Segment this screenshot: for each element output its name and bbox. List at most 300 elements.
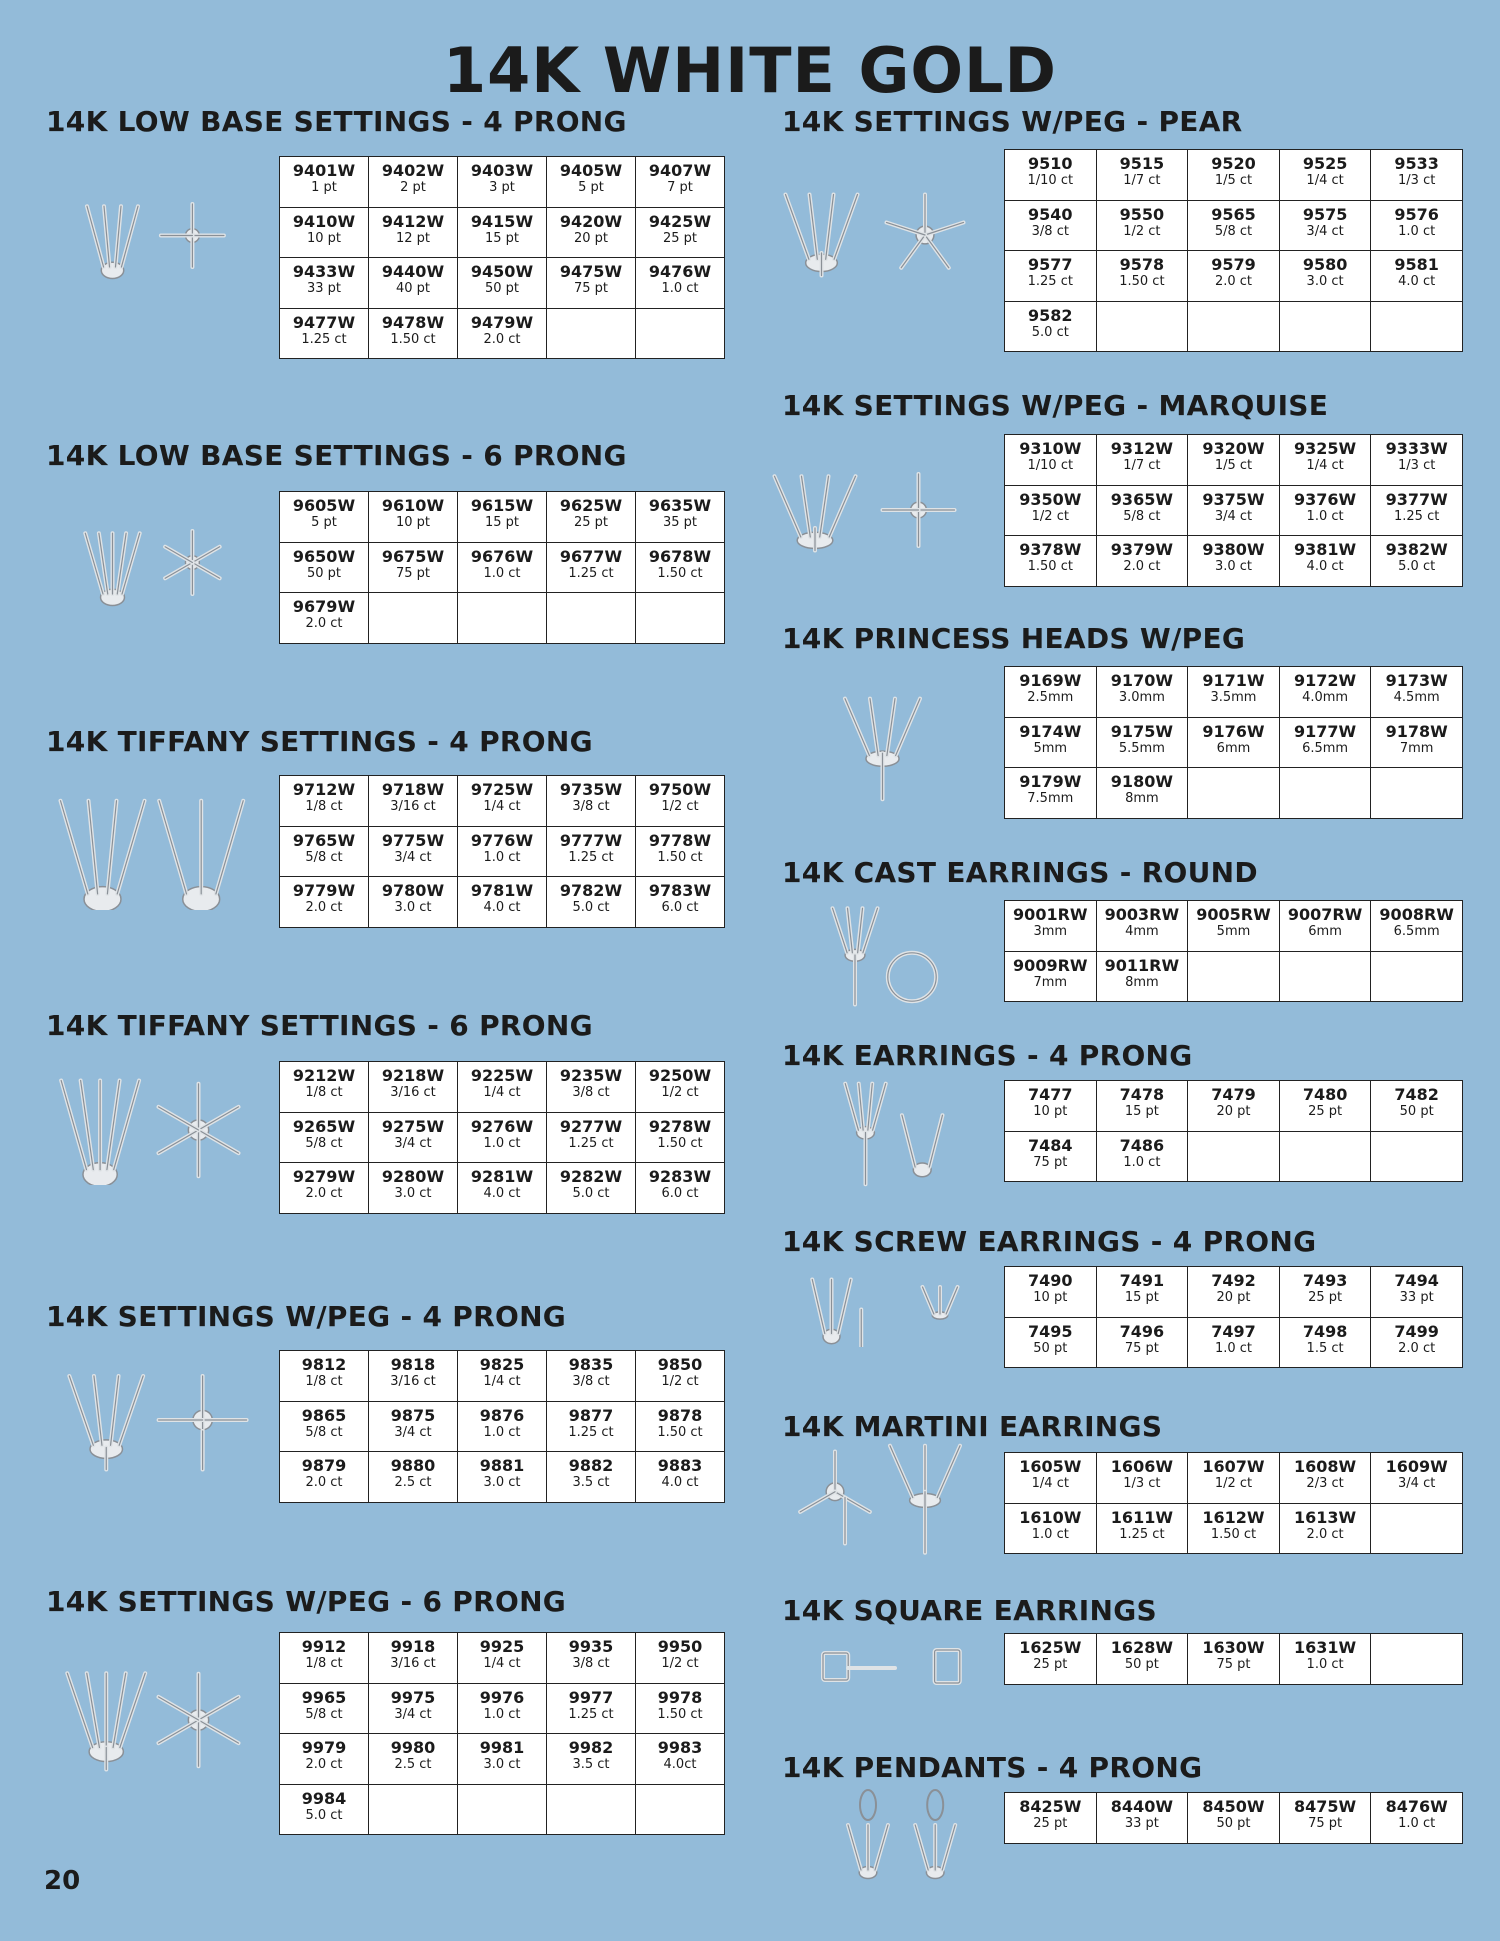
item-size: 3.0 ct [394, 900, 432, 915]
item-size: 1/4 ct [483, 1085, 521, 1100]
item-code: 7496 [1119, 1321, 1165, 1341]
item-cell [280, 1351, 369, 1402]
item-cell [1279, 717, 1371, 768]
item-code: 9712W [292, 780, 356, 799]
section-title: 14K EARRINGS - 4 PRONG [782, 1039, 1193, 1072]
item-size: 5.0 ct [572, 900, 610, 915]
item-cell [1096, 667, 1188, 718]
item-code: 9718W [381, 780, 445, 799]
item-cell [1371, 150, 1463, 201]
grid-row [1005, 435, 1463, 486]
item-size: 5mm [1033, 740, 1068, 756]
item-size: 5 pt [311, 515, 337, 530]
item-cell [1005, 768, 1097, 819]
item-size: 5/8 ct [305, 849, 343, 865]
item-size: 33 pt [306, 281, 342, 296]
item-code: 9325W [1293, 439, 1357, 458]
item-size: 1 pt [311, 180, 337, 195]
item-size: 1/2 ct [1031, 508, 1069, 524]
grid-row [1005, 768, 1463, 819]
item-code: 9777W [559, 830, 623, 850]
item-cell [1279, 1081, 1371, 1132]
item-cell [1005, 1131, 1097, 1182]
item-size: 5.0 ct [1031, 324, 1069, 340]
empty-cell [1279, 951, 1371, 1002]
item-code: 1630W [1202, 1638, 1265, 1657]
item-cell [547, 826, 636, 877]
item-cell [369, 258, 458, 309]
item-grid [1004, 1080, 1463, 1182]
item-size: 5.0 ct [1398, 559, 1436, 574]
item-code: 9677W [559, 546, 623, 566]
item-code: 9410W [292, 211, 356, 231]
item-code: 9981 [479, 1738, 525, 1757]
item-size: 1.50 ct [657, 1706, 703, 1722]
cast-round-earrings-photo [810, 900, 960, 1014]
item-code: 9581 [1394, 255, 1439, 274]
item-size: 1/4 ct [1306, 458, 1344, 473]
item-cell [636, 826, 725, 877]
grid-row [1005, 951, 1463, 1002]
item-code: 7478 [1119, 1085, 1165, 1104]
item-size: 5/8 ct [305, 1706, 343, 1722]
item-size: 3.5 ct [572, 1757, 610, 1772]
item-size: 75 pt [1124, 1340, 1159, 1356]
item-cell [1005, 1317, 1097, 1368]
grid-row [280, 492, 725, 543]
item-cell [369, 1062, 458, 1113]
item-size: 3 pt [489, 180, 515, 195]
empty-cell [458, 593, 547, 644]
item-cell [369, 826, 458, 877]
grid-row [1005, 717, 1463, 768]
section-title: 14K LOW BASE SETTINGS - 4 PRONG [46, 105, 627, 138]
item-cell [458, 1401, 547, 1452]
grid-row [280, 1062, 725, 1113]
item-size: 1.5 ct [1306, 1340, 1344, 1356]
item-code: 9011RW [1104, 955, 1180, 975]
item-size: 3/8 ct [572, 1085, 610, 1100]
item-code: 9235W [559, 1066, 623, 1085]
item-cell [636, 492, 725, 543]
item-cell [1005, 1634, 1097, 1685]
item-code: 9635W [648, 496, 712, 515]
item-code: 7494 [1394, 1271, 1439, 1290]
item-cell [636, 1163, 725, 1214]
item-cell [280, 258, 369, 309]
item-cell [636, 1112, 725, 1163]
item-cell [280, 826, 369, 877]
item-code: 7499 [1394, 1321, 1439, 1341]
item-size: 1.25 ct [1394, 508, 1440, 524]
item-code: 9476W [648, 262, 712, 281]
empty-cell [1096, 301, 1188, 352]
item-code: 9976 [479, 1687, 525, 1707]
item-cell [1371, 485, 1463, 536]
item-size: 33 pt [1124, 1816, 1159, 1831]
item-code: 9415W [470, 211, 534, 231]
item-code: 7498 [1302, 1321, 1348, 1341]
item-size: 2.0 ct [1306, 1526, 1344, 1542]
empty-cell [1279, 768, 1371, 819]
section-title: 14K SETTINGS W/PEG - 6 PRONG [46, 1585, 567, 1618]
item-size: 2.0 ct [1214, 274, 1253, 289]
item-code: 8475W [1293, 1797, 1357, 1816]
item-size: 20 pt [1216, 1290, 1251, 1305]
empty-cell [636, 308, 725, 359]
empty-cell [636, 1784, 725, 1835]
item-size: 4.0 ct [1306, 559, 1344, 574]
item-size: 1/2 ct [1123, 223, 1161, 239]
item-code: 7493 [1302, 1271, 1348, 1290]
item-size: 75 pt [1216, 1657, 1251, 1672]
item-grid [279, 156, 725, 359]
item-cell [280, 1112, 369, 1163]
item-cell [458, 1452, 547, 1503]
item-code: 9877 [568, 1405, 614, 1425]
item-code: 9782W [559, 881, 623, 900]
item-cell [280, 1683, 369, 1734]
empty-cell [369, 593, 458, 644]
grid-row [1005, 1453, 1463, 1504]
item-size: 5.5mm [1118, 740, 1165, 756]
item-code: 7477 [1028, 1085, 1073, 1104]
item-code: 9277W [559, 1116, 623, 1136]
item-size: 10 pt [306, 230, 342, 246]
item-size: 8mm [1125, 791, 1159, 806]
item-cell [1279, 901, 1371, 952]
section-title: 14K MARTINI EARRINGS [782, 1410, 1163, 1443]
item-code: 9275W [381, 1116, 445, 1136]
grid-row [1005, 150, 1463, 201]
item-size: 2.0 ct [305, 900, 343, 915]
item-cell [1096, 150, 1188, 201]
item-cell [636, 1683, 725, 1734]
item-size: 7mm [1399, 740, 1434, 756]
item-code: 9965 [301, 1687, 347, 1707]
item-cell [547, 1734, 636, 1785]
item-cell [547, 1112, 636, 1163]
item-cell [1096, 1793, 1188, 1844]
empty-cell [547, 308, 636, 359]
item-code: 9175W [1110, 721, 1173, 741]
item-size: 3/16 ct [390, 799, 436, 814]
empty-cell [1371, 301, 1463, 352]
item-size: 7.5mm [1027, 791, 1074, 806]
empty-cell [547, 593, 636, 644]
item-size: 1.50 ct [1119, 274, 1165, 289]
item-size: 1.25 ct [301, 331, 347, 347]
item-size: 15 pt [1124, 1104, 1159, 1119]
item-size: 1/2 ct [661, 799, 699, 814]
item-size: 15 pt [484, 515, 520, 530]
item-code: 1613W [1293, 1507, 1357, 1527]
item-code: 9776W [470, 830, 534, 850]
item-size: 12 pt [395, 230, 431, 246]
item-code: 9565 [1211, 204, 1256, 224]
item-code: 9180W [1110, 772, 1173, 791]
item-size: 5/8 ct [1214, 223, 1253, 239]
grid-row [280, 1112, 725, 1163]
item-cell [636, 542, 725, 593]
item-size: 3/4 ct [394, 849, 432, 865]
item-cell [1371, 1453, 1463, 1504]
item-cell [1096, 951, 1188, 1002]
page-number: 20 [44, 1866, 81, 1896]
item-cell [458, 1112, 547, 1163]
item-code: 9525 [1302, 154, 1348, 173]
item-size: 3.0 ct [483, 1475, 521, 1490]
item-code: 9625W [559, 496, 623, 515]
item-grid [279, 1061, 725, 1214]
item-code: 1625W [1019, 1638, 1082, 1657]
item-code: 9778W [648, 830, 712, 850]
item-size: 20 pt [573, 230, 609, 246]
tiffany-6-prong-settings-photo [55, 1075, 260, 1189]
item-cell [369, 1452, 458, 1503]
item-cell [1188, 1503, 1280, 1554]
item-grid [279, 1632, 725, 1835]
item-cell [458, 542, 547, 593]
item-code: 9212W [292, 1066, 356, 1085]
item-code: 9835 [568, 1355, 614, 1374]
item-code: 9250W [648, 1066, 712, 1085]
pendants-4-prong-photo [820, 1785, 980, 1889]
item-grid [279, 775, 725, 928]
item-code: 1606W [1110, 1457, 1173, 1476]
item-cell [1371, 1317, 1463, 1368]
item-size: 1/2 ct [661, 1085, 699, 1100]
item-code: 9918 [390, 1637, 436, 1656]
item-code: 9312W [1110, 439, 1173, 458]
item-code: 9865 [301, 1405, 347, 1425]
item-cell [369, 157, 458, 208]
item-size: 1.25 ct [568, 849, 614, 865]
item-code: 9975 [390, 1687, 436, 1707]
item-size: 1/3 ct [1398, 458, 1436, 473]
item-code: 9225W [470, 1066, 534, 1085]
item-size: 6.0 ct [661, 1186, 699, 1201]
item-cell [1005, 901, 1097, 952]
empty-cell [636, 593, 725, 644]
item-size: 3.5mm [1210, 690, 1257, 705]
item-code: 9675W [381, 546, 445, 566]
item-code: 7479 [1211, 1085, 1256, 1104]
item-cell [280, 1734, 369, 1785]
item-size: 4mm [1125, 924, 1159, 939]
item-cell [1188, 901, 1280, 952]
item-code: 9510 [1028, 154, 1073, 173]
item-cell [369, 1351, 458, 1402]
item-code: 9001RW [1013, 905, 1088, 924]
item-code: 9610W [381, 496, 445, 515]
item-size: 2.0 ct [305, 616, 343, 631]
grid-row [1005, 1131, 1463, 1182]
item-size: 1/4 ct [483, 1374, 521, 1389]
item-code: 8450W [1202, 1797, 1265, 1816]
screw-earrings-4-prong-photo [800, 1272, 975, 1351]
item-size: 1.0 ct [1123, 1154, 1161, 1170]
grid-row [1005, 1317, 1463, 1368]
item-code: 9477W [292, 312, 356, 332]
grid-row [280, 776, 725, 827]
item-size: 2.0 ct [1123, 559, 1161, 574]
empty-cell [1188, 768, 1280, 819]
item-size: 5mm [1216, 924, 1251, 939]
item-code: 1628W [1110, 1638, 1173, 1657]
item-cell [369, 1734, 458, 1785]
item-cell [1279, 200, 1371, 251]
item-code: 9878 [657, 1405, 703, 1425]
item-cell [1096, 768, 1188, 819]
item-cell [1371, 1081, 1463, 1132]
item-size: 2.0 ct [1398, 1340, 1436, 1356]
item-size: 1.25 ct [1027, 274, 1073, 289]
item-size: 50 pt [1124, 1657, 1159, 1672]
item-code: 9812 [301, 1355, 347, 1374]
item-size: 3/4 ct [1214, 508, 1253, 524]
item-size: 3/4 ct [394, 1135, 432, 1151]
item-cell [1188, 485, 1280, 536]
item-size: 75 pt [1033, 1154, 1068, 1170]
item-cell [1188, 1453, 1280, 1504]
item-code: 9171W [1202, 671, 1265, 690]
item-size: 4.0mm [1302, 690, 1349, 705]
item-size: 4.0 ct [661, 1475, 699, 1490]
item-code: 9605W [292, 496, 356, 515]
section-title: 14K SQUARE EARRINGS [782, 1594, 1157, 1627]
item-code: 9979 [301, 1738, 347, 1757]
item-size: 1/8 ct [305, 1085, 343, 1100]
item-cell [1371, 435, 1463, 486]
pear-peg-settings-photo [772, 190, 997, 284]
item-size: 1.50 ct [657, 849, 703, 865]
grid-row [1005, 901, 1463, 952]
item-cell [280, 1062, 369, 1113]
section-title: 14K SCREW EARRINGS - 4 PRONG [782, 1225, 1317, 1258]
item-code: 9333W [1385, 439, 1448, 458]
item-cell [1096, 1131, 1188, 1182]
item-cell [1096, 1267, 1188, 1318]
item-code: 9980 [390, 1738, 436, 1757]
item-size: 10 pt [1033, 1104, 1068, 1119]
grid-row [280, 593, 725, 644]
item-cell [636, 157, 725, 208]
section-title: 14K PRINCESS HEADS W/PEG [782, 622, 1246, 655]
item-code: 9540 [1028, 204, 1073, 224]
item-size: 5.0 ct [572, 1186, 610, 1201]
item-size: 15 pt [1124, 1290, 1159, 1305]
item-code: 1605W [1019, 1457, 1082, 1476]
item-code: 9977 [568, 1687, 614, 1707]
grid-row [280, 1734, 725, 1785]
item-cell [369, 492, 458, 543]
item-code: 9412W [381, 211, 445, 231]
item-size: 1.0 ct [1306, 1657, 1344, 1672]
item-size: 1/10 ct [1027, 458, 1074, 473]
item-code: 9676W [470, 546, 534, 566]
item-grid [279, 491, 725, 644]
page-title: 14K WHITE GOLD [442, 34, 1058, 107]
item-size: 3.0 ct [394, 1186, 432, 1201]
item-size: 50 pt [306, 565, 342, 581]
grid-row [1005, 485, 1463, 536]
item-code: 9381W [1293, 540, 1357, 559]
item-cell [369, 877, 458, 928]
item-cell [280, 492, 369, 543]
item-code: 9007RW [1287, 905, 1363, 924]
item-cell [636, 1633, 725, 1684]
item-code: 9440W [381, 262, 445, 281]
item-size: 3.5 ct [572, 1475, 610, 1490]
grid-row [1005, 667, 1463, 718]
grid-row [280, 258, 725, 309]
item-cell [458, 877, 547, 928]
item-size: 1/8 ct [305, 799, 343, 814]
item-cell [1005, 1793, 1097, 1844]
item-code: 9478W [381, 312, 445, 332]
grid-row [1005, 251, 1463, 302]
item-size: 50 pt [1399, 1104, 1434, 1119]
grid-row [1005, 1793, 1463, 1844]
item-size: 75 pt [395, 565, 431, 581]
item-size: 3/4 ct [1398, 1476, 1436, 1491]
grid-row [280, 826, 725, 877]
item-size: 1.25 ct [1119, 1526, 1165, 1542]
item-code: 9577 [1028, 255, 1073, 274]
item-code: 7480 [1302, 1085, 1348, 1104]
item-code: 9576 [1394, 204, 1439, 224]
item-code: 9009RW [1013, 955, 1088, 975]
item-cell [458, 1062, 547, 1113]
section-title: 14K SETTINGS W/PEG - MARQUISE [782, 389, 1329, 422]
empty-cell [1188, 951, 1280, 1002]
item-size: 5.0 ct [305, 1807, 343, 1823]
item-code: 9779W [292, 881, 356, 900]
item-code: 1631W [1293, 1638, 1357, 1657]
item-code: 9550 [1119, 204, 1165, 224]
item-cell [1005, 200, 1097, 251]
item-size: 25 pt [1033, 1657, 1068, 1672]
item-code: 7486 [1119, 1135, 1165, 1155]
item-size: 1/4 ct [1306, 173, 1344, 188]
item-size: 4.0ct [663, 1757, 697, 1772]
item-cell [1371, 200, 1463, 251]
item-size: 1/2 ct [1214, 1476, 1253, 1491]
grid-row [280, 1683, 725, 1734]
item-cell [1188, 150, 1280, 201]
item-size: 25 pt [1308, 1290, 1343, 1305]
item-grid [1004, 1266, 1463, 1368]
item-code: 9378W [1019, 540, 1082, 559]
item-grid [279, 1350, 725, 1503]
item-code: 9172W [1293, 671, 1357, 690]
item-cell [1279, 485, 1371, 536]
item-cell [1096, 1453, 1188, 1504]
item-code: 9578 [1119, 255, 1165, 274]
item-code: 9433W [292, 262, 356, 281]
item-code: 9978 [657, 1687, 703, 1707]
item-code: 9178W [1385, 721, 1448, 741]
item-size: 5 pt [578, 180, 604, 195]
item-code: 9982 [568, 1738, 614, 1757]
item-code: 9003RW [1104, 905, 1180, 924]
item-cell [547, 776, 636, 827]
item-code: 9283W [648, 1167, 712, 1186]
item-cell [1371, 667, 1463, 718]
item-code: 9950 [657, 1637, 703, 1656]
item-cell [636, 207, 725, 258]
